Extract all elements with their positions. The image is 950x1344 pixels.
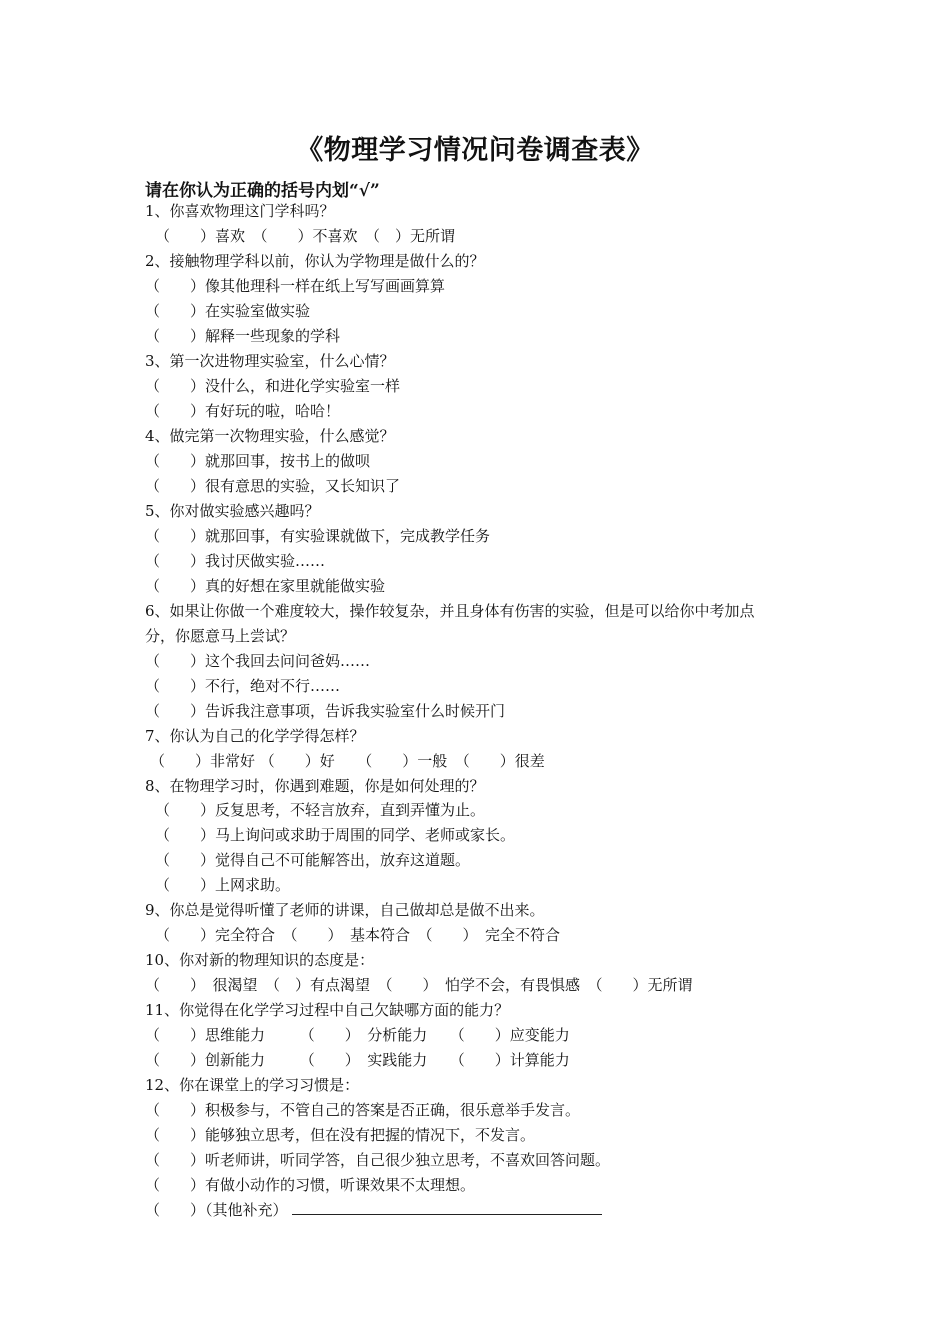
question-12-option-1: （ ）积极参与，不管自己的答案是否正确，很乐意举手发言。 bbox=[145, 1101, 581, 1119]
question-8-option-3: （ ）觉得自己不可能解答出，放弃这道题。 bbox=[155, 851, 471, 869]
question-5-option-1: （ ）就那回事，有实验课就做下，完成教学任务 bbox=[145, 527, 491, 545]
question-2-option-1: （ ）像其他理科一样在纸上写写画画算算 bbox=[145, 277, 446, 295]
question-12-option-5 bbox=[145, 1200, 602, 1220]
question-4-option-1: （ ）就那回事，按书上的做呗 bbox=[145, 452, 371, 470]
question-12: 12、你在课堂上的学习习惯是： bbox=[145, 1076, 360, 1094]
question-6-line-1: 6、如果让你做一个难度较大，操作较复杂，并且身体有伤害的实验，但是可以给你中考加点 bbox=[145, 602, 755, 620]
question-11: 11、你觉得在化学学习过程中自己欠缺哪方面的能力？ bbox=[145, 1001, 510, 1019]
question-12-option-5-label: （ ）（其他补充） bbox=[145, 1201, 288, 1219]
question-1: 1、你喜欢物理这门学科吗？ bbox=[145, 202, 335, 220]
question-8-option-2: （ ）马上询问或求助于周围的同学、老师或家长。 bbox=[155, 826, 516, 844]
page-title: 《物理学习情况问卷调查表》 bbox=[296, 135, 654, 166]
question-5-option-2: （ ）我讨厌做实验…… bbox=[145, 552, 326, 570]
question-3-option-1: （ ）没什么，和进化学实验室一样 bbox=[145, 377, 401, 395]
question-11-options-row-2: （ ）创新能力 （ ） 实践能力 （ ）计算能力 bbox=[145, 1051, 570, 1069]
question-3-option-2: （ ）有好玩的啦，哈哈！ bbox=[145, 402, 341, 420]
question-2: 2、接触物理学科以前，你认为学物理是做什么的？ bbox=[145, 252, 485, 270]
question-6-option-2: （ ）不行，绝对不行…… bbox=[145, 677, 341, 695]
question-6-option-1: （ ）这个我回去问问爸妈…… bbox=[145, 652, 371, 670]
question-8-option-1: （ ）反复思考，不轻言放弃，直到弄懂为止。 bbox=[155, 801, 486, 819]
instruction: 请在你认为正确的括号内划“√” bbox=[145, 181, 380, 201]
question-7-options: （ ）非常好 （ ）好 （ ）一般 （ ）很差 bbox=[150, 752, 545, 770]
question-5-option-3: （ ）真的好想在家里就能做实验 bbox=[145, 577, 386, 595]
question-12-option-3: （ ）听老师讲，听同学答，自己很少独立思考，不喜欢回答问题。 bbox=[145, 1151, 611, 1169]
question-1-options: （ ）喜欢 （ ）不喜欢 （ ）无所谓 bbox=[155, 227, 456, 245]
question-12-option-2: （ ）能够独立思考，但在没有把握的情况下，不发言。 bbox=[145, 1126, 536, 1144]
question-5: 5、你对做实验感兴趣吗？ bbox=[145, 502, 320, 520]
question-6-line-2: 分，你愿意马上尝试？ bbox=[145, 627, 296, 645]
question-7: 7、你认为自己的化学学得怎样？ bbox=[145, 727, 365, 745]
question-9: 9、你总是觉得听懂了老师的讲课，自己做却总是做不出来。 bbox=[145, 901, 545, 919]
question-9-options: （ ）完全符合 （ ） 基本符合 （ ） 完全不符合 bbox=[155, 926, 561, 944]
question-8: 8、在物理学习时，你遇到难题，你是如何处理的？ bbox=[145, 777, 485, 795]
question-10-options: （ ） 很渴望 （ ）有点渴望 （ ） 怕学不会，有畏惧感 （ ）无所谓 bbox=[145, 976, 693, 994]
question-2-option-2: （ ）在实验室做实验 bbox=[145, 302, 311, 320]
question-12-option-4: （ ）有做小动作的习惯，听课效果不太理想。 bbox=[145, 1176, 476, 1194]
question-11-options-row-1: （ ）思维能力 （ ） 分析能力 （ ）应变能力 bbox=[145, 1026, 570, 1044]
question-8-option-4: （ ）上网求助。 bbox=[155, 876, 291, 894]
question-10: 10、你对新的物理知识的态度是： bbox=[145, 951, 375, 969]
question-3: 3、第一次进物理实验室，什么心情？ bbox=[145, 352, 395, 370]
other-answer-blank[interactable] bbox=[292, 1200, 602, 1215]
question-4: 4、做完第一次物理实验，什么感觉？ bbox=[145, 427, 395, 445]
question-6-option-3: （ ）告诉我注意事项，告诉我实验室什么时候开门 bbox=[145, 702, 506, 720]
question-2-option-3: （ ）解释一些现象的学科 bbox=[145, 327, 341, 345]
question-4-option-2: （ ）很有意思的实验，又长知识了 bbox=[145, 477, 401, 495]
